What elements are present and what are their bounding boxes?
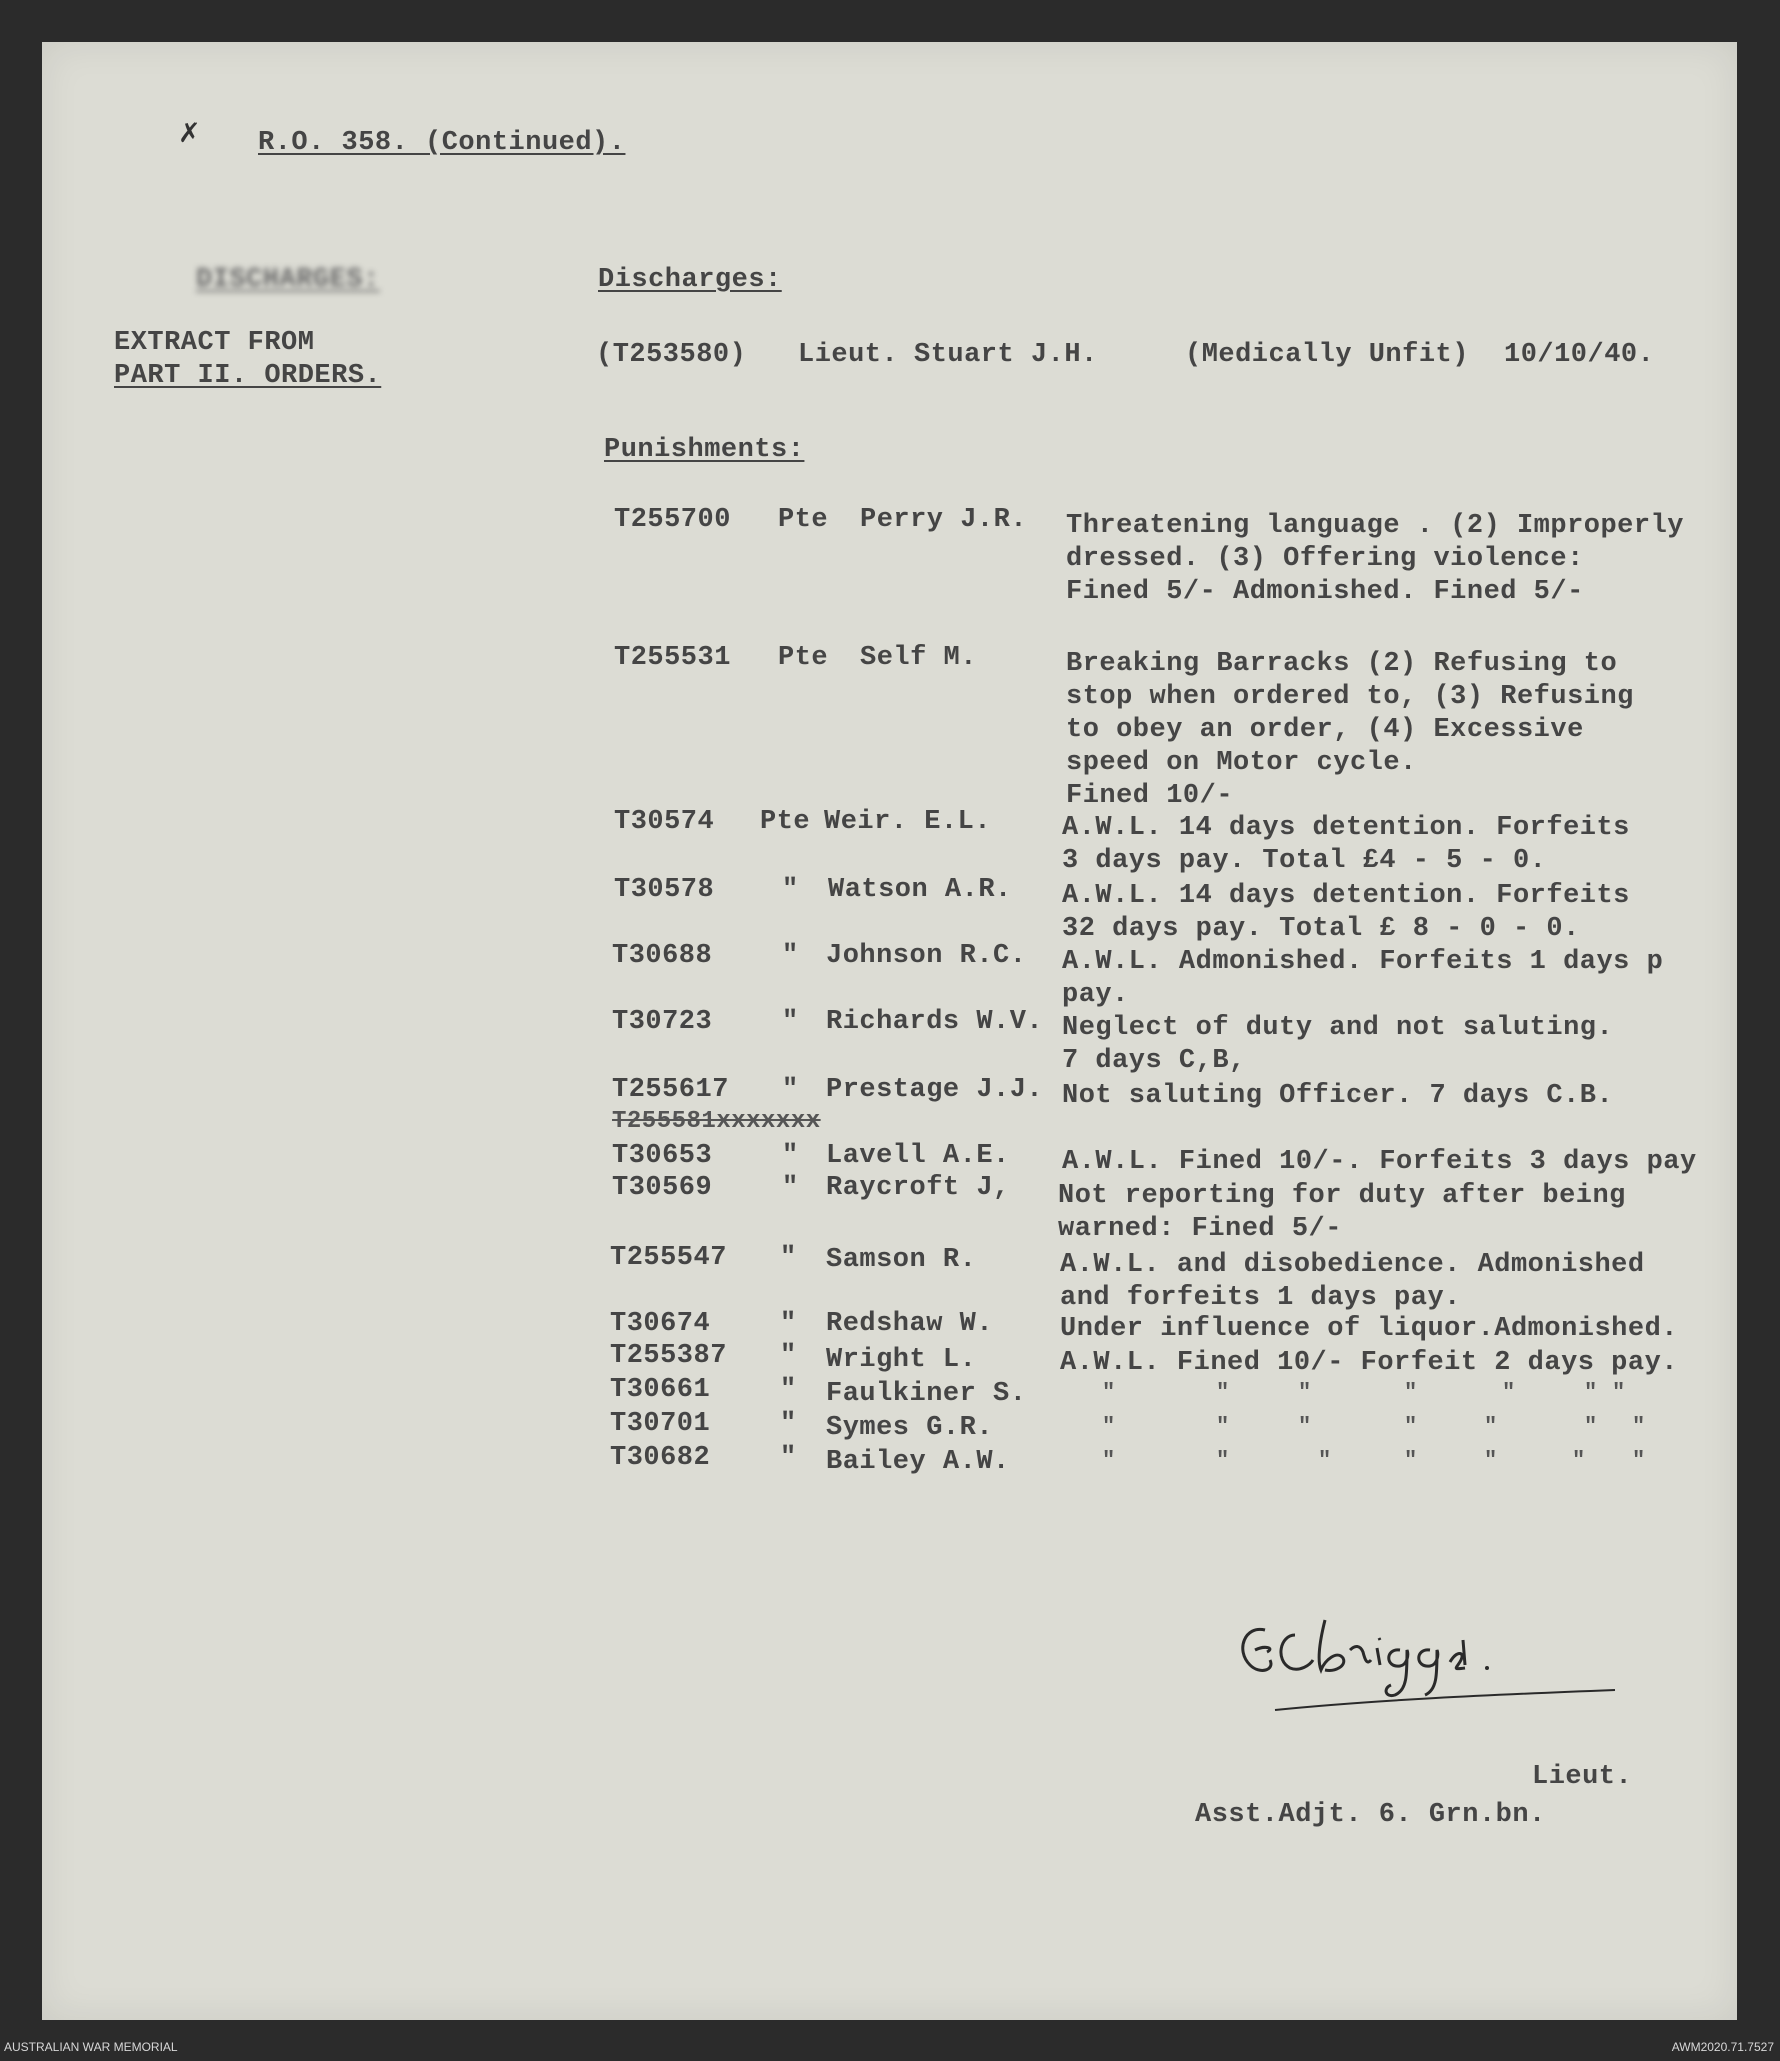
row-offence: Under influence of liquor.Admonished.: [1060, 1314, 1678, 1344]
row-offence: Neglect of duty and not saluting. 7 days C,B,: [1062, 1013, 1614, 1076]
row-rank: ": [782, 1007, 799, 1037]
row-name: Self M.: [860, 643, 977, 673]
ditto-mark: ": [1612, 1380, 1626, 1405]
row-name: Johnson R.C.: [826, 941, 1027, 971]
discharge-name: Stuart J.H.: [914, 340, 1098, 370]
row-rank: Pte: [778, 505, 829, 535]
row-number: T255700: [614, 505, 731, 535]
ditto-mark: ": [1318, 1448, 1332, 1473]
row-offence: A.W.L. Fined 10/-. Forfeits 3 days pay: [1062, 1147, 1697, 1177]
row-number: T30574: [614, 807, 715, 837]
row-name: Symes G.R.: [826, 1413, 994, 1443]
ditto-mark: ": [1484, 1448, 1498, 1473]
row-number: T30723: [612, 1007, 713, 1037]
ditto-mark: ": [1584, 1380, 1598, 1405]
row-offence: A.W.L. 14 days detention. Forfeits 32 days pay. Total £ 8 - 0 - 0.: [1062, 881, 1630, 944]
row-rank: ": [780, 1409, 797, 1439]
footer-right: AWM2020.71.7527: [1671, 2040, 1774, 2054]
row-rank: ": [782, 875, 799, 905]
punishments-heading: Punishments:: [604, 435, 805, 465]
row-name: Redshaw W.: [826, 1309, 994, 1339]
row-number: T255547: [610, 1243, 727, 1273]
ditto-mark: ": [1632, 1448, 1646, 1473]
ditto-mark: ": [1102, 1414, 1116, 1439]
row-offence: A.W.L. Admonished. Forfeits 1 days p pay.: [1062, 947, 1664, 1010]
page-title: R.O. 358. (Continued).: [258, 128, 626, 158]
signatory-rank: Lieut.: [1532, 1762, 1633, 1792]
row-name: Prestage J.J.: [826, 1075, 1044, 1105]
ditto-mark: ": [1102, 1380, 1116, 1405]
ditto-mark: ": [1102, 1448, 1116, 1473]
redacted-heading: DISCHARGES:: [196, 265, 380, 295]
row-number: T255387: [610, 1341, 727, 1371]
struck-out-entry: T255581xxxxxxx: [612, 1108, 821, 1135]
row-rank: ": [782, 1075, 799, 1105]
row-name: Raycroft J,: [826, 1173, 1010, 1203]
row-rank: ": [782, 1173, 799, 1203]
row-number: T30682: [610, 1443, 711, 1473]
extract-label-line2: PART II. ORDERS.: [114, 361, 382, 391]
row-number: T30569: [612, 1173, 713, 1203]
row-number: T255617: [612, 1075, 729, 1105]
ditto-mark: ": [1298, 1380, 1312, 1405]
discharge-rank: Lieut.: [798, 340, 899, 370]
ditto-mark: ": [1632, 1414, 1646, 1439]
row-offence: Threatening language . (2) Improperly dressed. (3) Offering violence: Fined 5/- Admonished. Fined 5/-: [1066, 511, 1684, 607]
row-rank: ": [780, 1309, 797, 1339]
row-name: Samson R.: [826, 1245, 977, 1275]
row-number: T255531: [614, 643, 731, 673]
row-rank: ": [780, 1243, 797, 1273]
row-name: Lavell A.E.: [826, 1141, 1010, 1171]
row-rank: ": [782, 1141, 799, 1171]
discharge-date: 10/10/40.: [1504, 340, 1655, 370]
row-number: T30674: [610, 1309, 711, 1339]
row-offence: A.W.L. 14 days detention. Forfeits 3 days pay. Total £4 - 5 - 0.: [1062, 813, 1630, 876]
row-number: T30688: [612, 941, 713, 971]
row-rank: Pte: [760, 807, 811, 837]
ditto-mark: ": [1216, 1448, 1230, 1473]
row-offence: A.W.L. and disobedience. Admonished and forfeits 1 days pay.: [1060, 1250, 1645, 1313]
signatory-appointment: Asst.Adjt. 6. Grn.bn.: [1195, 1800, 1546, 1830]
row-number: T30653: [612, 1141, 713, 1171]
row-name: Watson A.R.: [828, 875, 1012, 905]
row-offence: A.W.L. Fined 10/- Forfeit 2 days pay.: [1060, 1348, 1678, 1378]
discharge-reason: (Medically Unfit): [1185, 340, 1469, 370]
ditto-mark: ": [1502, 1380, 1516, 1405]
ditto-mark: ": [1484, 1414, 1498, 1439]
ditto-mark: ": [1404, 1380, 1418, 1405]
row-rank: ": [782, 941, 799, 971]
ditto-mark: ": [1572, 1448, 1586, 1473]
row-name: Perry J.R.: [860, 505, 1028, 535]
row-name: Weir. E.L.: [824, 807, 992, 837]
ditto-mark: ": [1404, 1448, 1418, 1473]
row-offence: Not saluting Officer. 7 days C.B.: [1062, 1081, 1614, 1111]
discharge-number: (T253580): [596, 340, 747, 370]
row-offence: Not reporting for duty after being warned: Fined 5/-: [1058, 1181, 1626, 1244]
ditto-mark: ": [1216, 1414, 1230, 1439]
ditto-mark: ": [1584, 1414, 1598, 1439]
row-number: T30701: [610, 1409, 711, 1439]
handwritten-signature: [1225, 1590, 1625, 1730]
discharges-heading: Discharges:: [598, 265, 782, 295]
row-number: T30578: [614, 875, 715, 905]
row-name: Bailey A.W.: [826, 1447, 1010, 1477]
row-rank: ": [780, 1443, 797, 1473]
row-number: T30661: [610, 1375, 711, 1405]
row-name: Faulkiner S.: [826, 1379, 1027, 1409]
row-offence: Breaking Barracks (2) Refusing to stop when ordered to, (3) Refusing to obey an order, (4) Excessive speed on Motor cycle. Fined 10/-: [1066, 649, 1634, 811]
ditto-mark: ": [1216, 1380, 1230, 1405]
row-rank: Pte: [778, 643, 829, 673]
ditto-mark: ": [1404, 1414, 1418, 1439]
row-rank: ": [780, 1341, 797, 1371]
row-name: Wright L.: [826, 1345, 977, 1375]
row-rank: ": [780, 1375, 797, 1405]
signature-drawing: [1225, 1590, 1625, 1730]
ditto-mark: ": [1298, 1414, 1312, 1439]
handwritten-mark: ✗: [178, 118, 202, 149]
extract-label-line1: EXTRACT FROM: [114, 328, 315, 358]
row-name: Richards W.V.: [826, 1007, 1044, 1037]
footer-left: AUSTRALIAN WAR MEMORIAL: [4, 2040, 178, 2054]
